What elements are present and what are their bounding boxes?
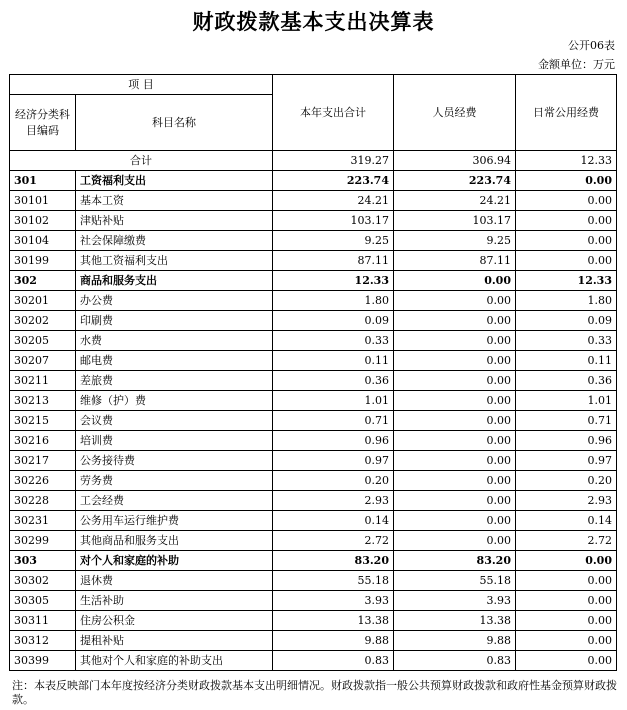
row-total: 2.93 — [273, 491, 394, 511]
row-code: 30228 — [10, 491, 76, 511]
row-name: 差旅费 — [76, 371, 273, 391]
row-public: 0.36 — [516, 371, 617, 391]
table-row — [10, 271, 617, 291]
row-personnel: 223.74 — [394, 171, 516, 191]
row-personnel: 0.83 — [394, 651, 516, 671]
row-code: 302 — [10, 271, 76, 291]
form-number: 公开06表 — [568, 39, 615, 52]
row-personnel: 0.00 — [394, 331, 516, 351]
row-name: 其他商品和服务支出 — [76, 531, 273, 551]
row-total: 0.09 — [273, 311, 394, 331]
row-personnel: 0.00 — [394, 531, 516, 551]
total-row-label: 合计 — [10, 151, 273, 171]
row-public: 0.00 — [516, 591, 617, 611]
row-total: 0.33 — [273, 331, 394, 351]
row-public: 0.00 — [516, 251, 617, 271]
row-total: 1.80 — [273, 291, 394, 311]
row-total: 0.96 — [273, 431, 394, 451]
row-public: 0.09 — [516, 311, 617, 331]
row-code: 30202 — [10, 311, 76, 331]
row-name: 培训费 — [76, 431, 273, 451]
table-row — [10, 451, 617, 471]
total-row-total: 319.27 — [273, 151, 394, 171]
row-personnel: 0.00 — [394, 431, 516, 451]
table-row — [10, 411, 617, 431]
row-name: 提租补贴 — [76, 631, 273, 651]
table-row — [10, 511, 617, 531]
row-code: 30215 — [10, 411, 76, 431]
table-row — [10, 531, 617, 551]
row-total: 13.38 — [273, 611, 394, 631]
row-name: 公务接待费 — [76, 451, 273, 471]
row-code: 30311 — [10, 611, 76, 631]
row-public: 12.33 — [516, 271, 617, 291]
row-public: 0.00 — [516, 631, 617, 651]
row-total: 83.20 — [273, 551, 394, 571]
row-code: 30101 — [10, 191, 76, 211]
row-total: 24.21 — [273, 191, 394, 211]
row-total: 55.18 — [273, 571, 394, 591]
row-name: 邮电费 — [76, 351, 273, 371]
table-row — [10, 311, 617, 331]
row-personnel: 87.11 — [394, 251, 516, 271]
row-code: 30201 — [10, 291, 76, 311]
row-personnel: 0.00 — [394, 411, 516, 431]
row-code: 30305 — [10, 591, 76, 611]
row-code: 30302 — [10, 571, 76, 591]
row-total: 223.74 — [273, 171, 394, 191]
row-code: 30226 — [10, 471, 76, 491]
table-row — [10, 211, 617, 231]
header-row-group — [10, 75, 617, 95]
row-public: 0.00 — [516, 651, 617, 671]
row-code: 30199 — [10, 251, 76, 271]
row-code: 30299 — [10, 531, 76, 551]
row-name: 工资福利支出 — [76, 171, 273, 191]
row-name: 办公费 — [76, 291, 273, 311]
total-column-header: 本年支出合计 — [273, 75, 394, 151]
row-public: 2.72 — [516, 531, 617, 551]
econ-code-header: 经济分类科目编码 — [10, 95, 76, 151]
table-row — [10, 551, 617, 571]
table-row — [10, 631, 617, 651]
row-name: 劳务费 — [76, 471, 273, 491]
row-total: 12.33 — [273, 271, 394, 291]
table-row — [10, 571, 617, 591]
personnel-column-header: 人员经费 — [394, 75, 516, 151]
row-name: 维修（护）费 — [76, 391, 273, 411]
row-public: 0.71 — [516, 411, 617, 431]
table-row — [10, 391, 617, 411]
row-personnel: 0.00 — [394, 351, 516, 371]
row-total: 87.11 — [273, 251, 394, 271]
row-total: 0.20 — [273, 471, 394, 491]
row-code: 30102 — [10, 211, 76, 231]
row-name: 生活补助 — [76, 591, 273, 611]
row-code: 30312 — [10, 631, 76, 651]
amount-unit: 金额单位：万元 — [538, 58, 615, 71]
row-total: 0.97 — [273, 451, 394, 471]
item-group-header: 项 目 — [10, 75, 273, 95]
table-row — [10, 231, 617, 251]
row-public: 1.80 — [516, 291, 617, 311]
table-row — [10, 351, 617, 371]
row-name: 对个人和家庭的补助 — [76, 551, 273, 571]
table-row — [10, 291, 617, 311]
row-public: 0.00 — [516, 231, 617, 251]
row-personnel: 55.18 — [394, 571, 516, 591]
table-row — [10, 251, 617, 271]
row-total: 0.71 — [273, 411, 394, 431]
row-total: 3.93 — [273, 591, 394, 611]
table-row — [10, 471, 617, 491]
row-name: 会议费 — [76, 411, 273, 431]
table-row — [10, 171, 617, 191]
row-total: 103.17 — [273, 211, 394, 231]
row-name: 其他工资福利支出 — [76, 251, 273, 271]
row-total: 0.36 — [273, 371, 394, 391]
row-personnel: 83.20 — [394, 551, 516, 571]
row-personnel: 0.00 — [394, 271, 516, 291]
row-personnel: 9.25 — [394, 231, 516, 251]
subject-name-header: 科目名称 — [76, 95, 273, 151]
row-total: 0.14 — [273, 511, 394, 531]
row-name: 其他对个人和家庭的补助支出 — [76, 651, 273, 671]
row-personnel: 0.00 — [394, 491, 516, 511]
row-personnel: 0.00 — [394, 311, 516, 331]
public-column-header: 日常公用经费 — [516, 75, 617, 151]
row-total: 0.83 — [273, 651, 394, 671]
row-public: 0.00 — [516, 171, 617, 191]
row-public: 0.00 — [516, 551, 617, 571]
row-public: 0.97 — [516, 451, 617, 471]
row-name: 基本工资 — [76, 191, 273, 211]
row-code: 30211 — [10, 371, 76, 391]
row-personnel: 9.88 — [394, 631, 516, 651]
row-public: 0.00 — [516, 191, 617, 211]
row-name: 水费 — [76, 331, 273, 351]
total-row-public: 12.33 — [516, 151, 617, 171]
total-row — [10, 151, 617, 171]
row-code: 30213 — [10, 391, 76, 411]
table-row — [10, 591, 617, 611]
row-personnel: 0.00 — [394, 511, 516, 531]
table-row — [10, 331, 617, 351]
row-personnel: 0.00 — [394, 291, 516, 311]
table-row — [10, 611, 617, 631]
row-name: 社会保障缴费 — [76, 231, 273, 251]
row-total: 0.11 — [273, 351, 394, 371]
row-public: 0.14 — [516, 511, 617, 531]
row-name: 津贴补贴 — [76, 211, 273, 231]
total-row-personnel: 306.94 — [394, 151, 516, 171]
row-code: 30399 — [10, 651, 76, 671]
table-row — [10, 431, 617, 451]
table-body — [10, 75, 617, 671]
row-name: 住房公积金 — [76, 611, 273, 631]
row-code: 303 — [10, 551, 76, 571]
row-name: 公务用车运行维护费 — [76, 511, 273, 531]
report-title: 财政拨款基本支出决算表 — [192, 9, 435, 34]
row-personnel: 13.38 — [394, 611, 516, 631]
row-public: 0.20 — [516, 471, 617, 491]
row-total: 2.72 — [273, 531, 394, 551]
table-row — [10, 651, 617, 671]
row-total: 9.25 — [273, 231, 394, 251]
row-personnel: 0.00 — [394, 471, 516, 491]
table-row — [10, 191, 617, 211]
footnote: 注：本表反映部门本年度按经济分类财政拨款基本支出明细情况。财政拨款指一般公共预算财政拨款和政府性基金预算财政拨款。 — [12, 679, 617, 706]
row-name: 工会经费 — [76, 491, 273, 511]
row-personnel: 0.00 — [394, 391, 516, 411]
row-public: 1.01 — [516, 391, 617, 411]
row-code: 30207 — [10, 351, 76, 371]
row-personnel: 3.93 — [394, 591, 516, 611]
row-personnel: 0.00 — [394, 451, 516, 471]
row-code: 30104 — [10, 231, 76, 251]
row-public: 0.00 — [516, 571, 617, 591]
row-total: 1.01 — [273, 391, 394, 411]
row-code: 30205 — [10, 331, 76, 351]
row-personnel: 24.21 — [394, 191, 516, 211]
row-name: 退休费 — [76, 571, 273, 591]
row-name: 商品和服务支出 — [76, 271, 273, 291]
row-code: 301 — [10, 171, 76, 191]
row-public: 0.96 — [516, 431, 617, 451]
row-personnel: 0.00 — [394, 371, 516, 391]
row-public: 2.93 — [516, 491, 617, 511]
row-total: 9.88 — [273, 631, 394, 651]
table-row — [10, 491, 617, 511]
row-name: 印刷费 — [76, 311, 273, 331]
row-public: 0.11 — [516, 351, 617, 371]
row-public: 0.00 — [516, 211, 617, 231]
row-code: 30217 — [10, 451, 76, 471]
table-row — [10, 371, 617, 391]
row-public: 0.33 — [516, 331, 617, 351]
row-personnel: 103.17 — [394, 211, 516, 231]
row-code: 30216 — [10, 431, 76, 451]
row-public: 0.00 — [516, 611, 617, 631]
row-code: 30231 — [10, 511, 76, 531]
expenditure-table — [9, 74, 617, 671]
